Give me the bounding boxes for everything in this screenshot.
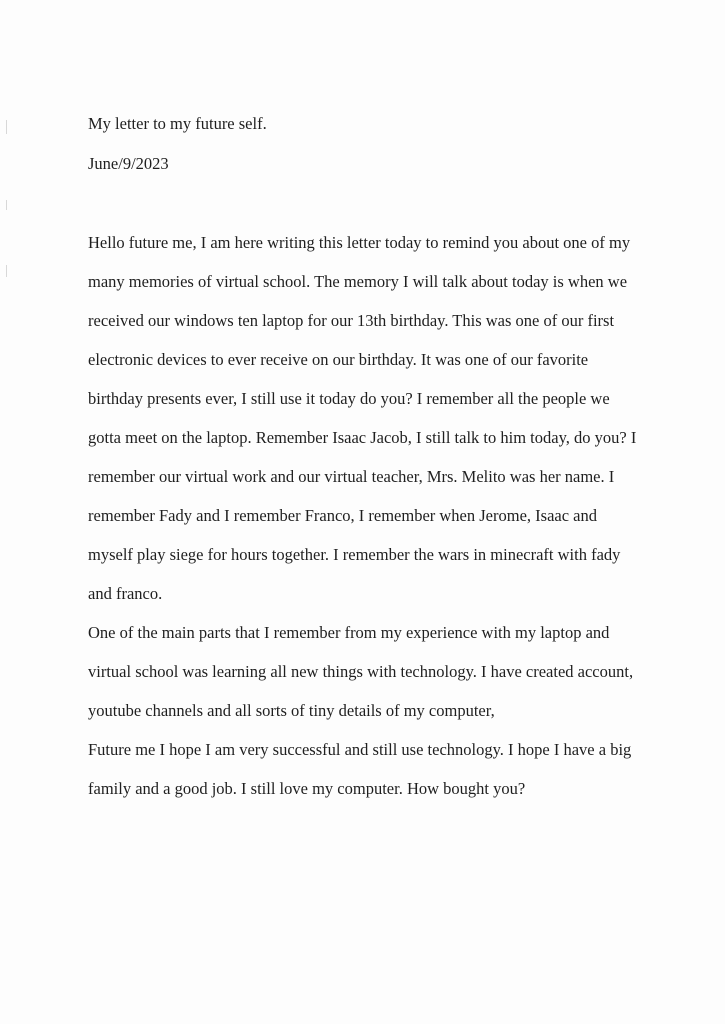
letter-body-line: family and a good job. I still love my computer. How bought you? (88, 779, 526, 798)
letter-body-line: birthday presents ever, I still use it today do you? I remember all the people we (88, 389, 610, 408)
letter-body-line: Future me I hope I am very successful and still use technology. I hope I have a big (88, 740, 632, 759)
letter-body-line: youtube channels and all sorts of tiny details of my computer, (88, 701, 495, 720)
letter-date: June/9/2023 (88, 154, 169, 173)
letter-body-line: many memories of virtual school. The memory I will talk about today is when we (88, 272, 628, 291)
letter-body-line: One of the main parts that I remember from my experience with my laptop and (88, 623, 610, 642)
letter-body-line: and franco. (88, 584, 163, 603)
letter-title: My letter to my future self. (88, 114, 267, 133)
letter-body-line: electronic devices to ever receive on our birthday. It was one of our favorite (88, 350, 589, 369)
letter-body-line: gotta meet on the laptop. Remember Isaac Jacob, I still talk to him today, do you? I (88, 428, 637, 447)
letter-body-line: remember our virtual work and our virtual teacher, Mrs. Melito was her name. I (88, 467, 615, 486)
scan-edge-mark (6, 265, 7, 277)
scan-edge-mark (6, 200, 7, 210)
letter-body-line: Hello future me, I am here writing this letter today to remind you about one of my (88, 233, 631, 252)
letter-body-line: virtual school was learning all new things with technology. I have created account, (88, 662, 634, 681)
letter-body-line: remember Fady and I remember Franco, I remember when Jerome, Isaac and (88, 506, 597, 525)
scan-edge-mark (6, 120, 7, 134)
letter-body-line: myself play siege for hours together. I remember the wars in minecraft with fady (88, 545, 621, 564)
letter-body-line: received our windows ten laptop for our 13th birthday. This was one of our first (88, 311, 615, 330)
